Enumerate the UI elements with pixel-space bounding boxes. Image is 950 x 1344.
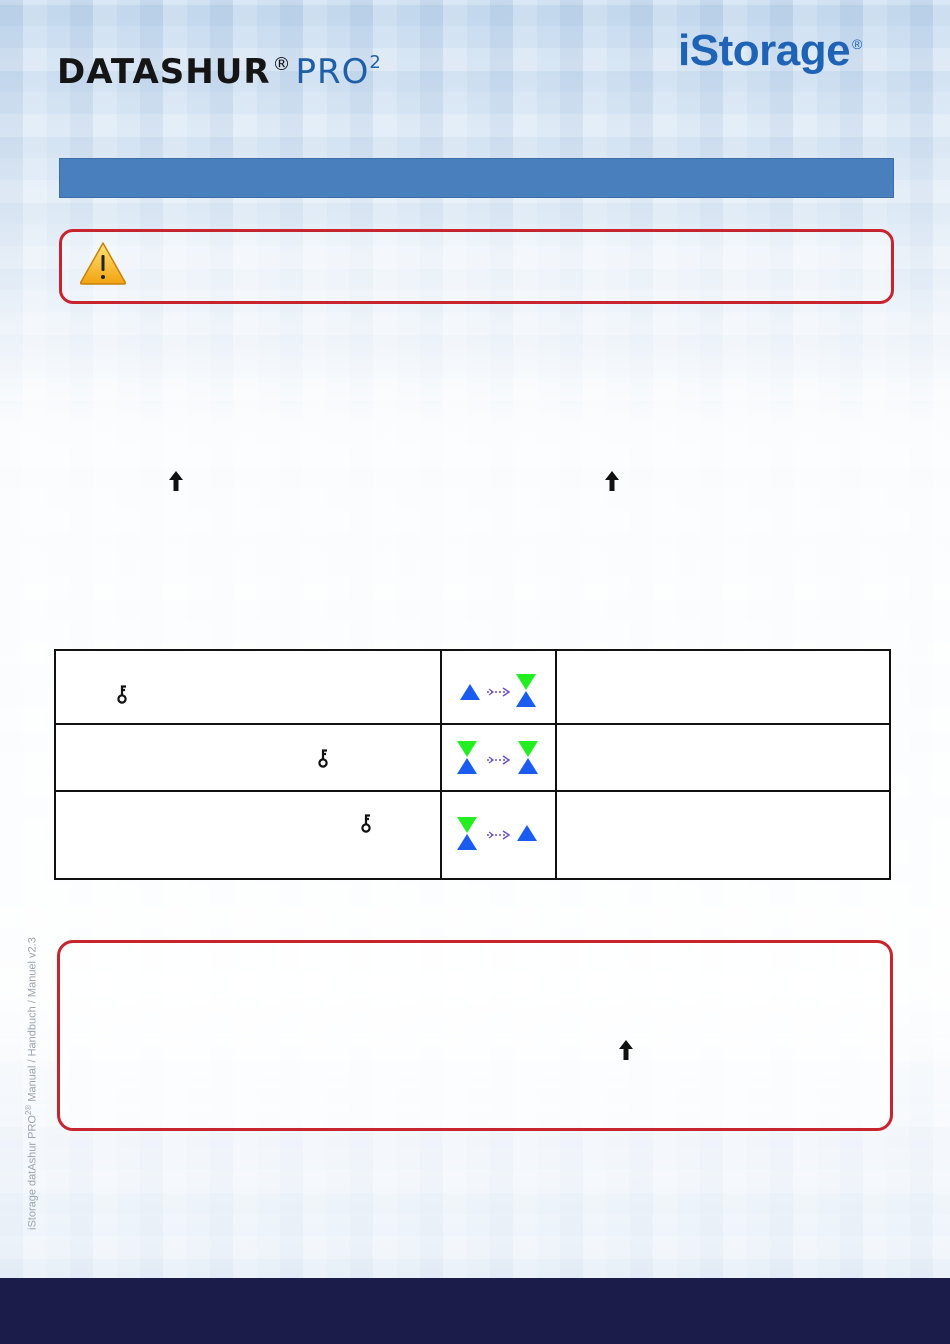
up-arrow-icon [618, 1039, 634, 1061]
sidebar-sup: 2® [24, 1104, 33, 1116]
blue-led-icon [460, 684, 480, 700]
brand-logo [678, 26, 862, 76]
dashed-arrow-icon [486, 830, 510, 840]
dashed-arrow-icon [486, 755, 510, 765]
product-logo [57, 52, 382, 92]
blue-led-icon [518, 758, 538, 774]
table-row [56, 792, 889, 878]
product-logo-suffix: PRO [295, 52, 370, 92]
green-led-icon [457, 817, 477, 833]
green-led-icon [518, 741, 538, 757]
sidebar-prefix: iStorage datAshur PRO [26, 1115, 39, 1230]
up-arrow-icon [604, 470, 620, 492]
product-logo-main: DATASHUR [57, 52, 271, 92]
up-arrow-icon [168, 470, 184, 492]
product-logo-sup: 2 [369, 52, 382, 73]
key-icon [360, 814, 372, 834]
table-row [56, 651, 889, 725]
product-logo-reg: ® [272, 54, 292, 75]
section-header-bar [59, 158, 894, 198]
page-footer [0, 1278, 950, 1344]
warning-box [59, 229, 894, 304]
blue-led-icon [457, 758, 477, 774]
key-icon [317, 749, 329, 769]
blue-led-icon [516, 691, 536, 707]
table-row [56, 725, 889, 792]
sidebar-suffix: Manual / Handbuch / Manuel v2.3 [26, 937, 39, 1105]
warning-triangle-icon [78, 240, 128, 286]
brand-logo-text: iStorage [678, 26, 851, 75]
note-box [57, 940, 893, 1131]
sidebar-manual-version [24, 937, 39, 1230]
key-icon [116, 685, 128, 705]
blue-led-icon [457, 834, 477, 850]
brand-logo-reg: ® [852, 36, 862, 52]
dashed-arrow-icon [486, 687, 510, 697]
green-led-icon [516, 674, 536, 690]
blue-led-icon [517, 825, 537, 841]
green-led-icon [457, 741, 477, 757]
led-table [54, 649, 891, 880]
